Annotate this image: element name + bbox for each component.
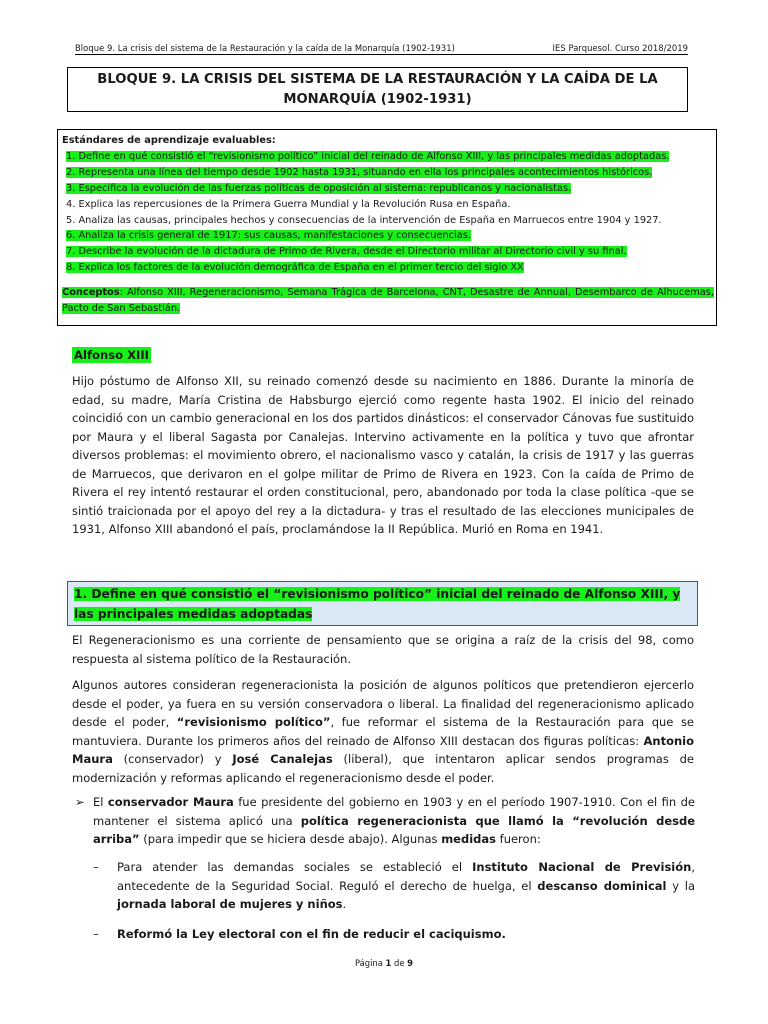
dash1-text-e: y la bbox=[666, 878, 695, 893]
bullet-bold-conservador: conservador Maura bbox=[107, 795, 234, 809]
p2-bold-maura: Antonio Maura bbox=[72, 733, 694, 766]
dash1-text-c: , antecedente de la Seguridad Social. Reguló el derecho de huelga, el bbox=[117, 860, 695, 893]
standard-item-5: 5. Analiza las causas, principales hechos y consecuencias de la intervención de España en Marruecos entre 1904 y 1927. bbox=[66, 214, 662, 226]
p2-text-e: (conservador) y bbox=[112, 752, 233, 766]
standard-item-4: 4. Explica las repercusiones de la Primera Guerra Mundial y la Revolución Rusa en España. bbox=[66, 198, 511, 210]
dash1-text-g: . bbox=[342, 897, 347, 911]
section-1-heading bbox=[67, 581, 698, 626]
dash-bullet-icon: – bbox=[93, 927, 99, 941]
measure-item-1-text bbox=[117, 858, 695, 914]
p2-text-a: Algunos autores consideran regeneracionista la posición de algunos políticos que pretendieron ejercerlo desde el poder, ya fuera en su versión conservadora o liberal. La finalidad del regeneracionismo aplicado desde el poder, bbox=[72, 678, 694, 729]
concepts bbox=[62, 285, 714, 317]
standards-box bbox=[57, 129, 717, 326]
title-line-2: MONARQUÍA (1902-1931) bbox=[283, 91, 472, 107]
page-number: 1 bbox=[385, 958, 392, 968]
measure-item-1 bbox=[93, 858, 695, 914]
dash1-bold-instituto: Instituto Nacional de Previsión bbox=[472, 860, 692, 874]
concepts-text: : Alfonso XIII, Regeneracionismo, Semana Trágica de Barcelona, CNT, Desastre de Annual, Desembarco de Alhucemas, Pacto de San Sebastián. bbox=[62, 287, 714, 315]
page-footer bbox=[0, 958, 768, 968]
header-left: Bloque 9. La crisis del sistema de la Restauración y la caída de la Monarquía (1902-1931) bbox=[75, 43, 455, 53]
p2-bold-canalejas: José Canalejas bbox=[232, 752, 333, 766]
p2-bold-revisionismo: “revisionismo político” bbox=[176, 715, 331, 729]
bullet-text-e: (para impedir que se hiciera desde abajo). Algunas bbox=[139, 832, 442, 846]
regeneracionismo-paragraph: El Regeneracionismo es una corriente de pensamiento que se origina a raíz de la crisis del 98, como respuesta al sistema político de la Restauración. bbox=[72, 633, 694, 666]
measure-item-2-text: Reformó la Ley electoral con el fin de reducir el caciquismo. bbox=[117, 927, 506, 941]
footer-text-b: de bbox=[391, 958, 408, 968]
standards-heading: Estándares de aprendizaje evaluables: bbox=[62, 135, 276, 146]
concepts-label: Conceptos bbox=[62, 287, 120, 299]
bullet-bold-revolucion: política regeneracionista que llamó la “revolución desde arriba” bbox=[93, 813, 696, 846]
standard-item-1: 1. Define en qué consistió el “revisionismo político” inicial del reinado de Alfonso XIII, y las principales medidas adoptadas. bbox=[66, 150, 670, 162]
dash1-bold-jornada: jornada laboral de mujeres y niños bbox=[117, 897, 343, 911]
title-box bbox=[67, 67, 688, 112]
p2-text-g: (liberal), que intentaron aplicar sendos programas de modernización y reformas aplicando el regeneracionismo desde el poder. bbox=[72, 752, 694, 785]
arrow-bullet-icon: ➢ bbox=[75, 795, 85, 809]
dash1-bold-descanso: descanso dominical bbox=[537, 878, 667, 893]
maura-bullet-text bbox=[93, 793, 695, 849]
bullet-bold-medidas: medidas bbox=[441, 832, 496, 846]
bullet-text-g: fueron: bbox=[495, 832, 541, 846]
section-1-heading-text: 1. Define en qué consistió el “revisionismo político” inicial del reinado de Alfonso XIII, y las principales medidas adoptadas bbox=[74, 587, 681, 621]
maura-bullet bbox=[75, 793, 695, 849]
standard-item-2: 2. Representa una línea del tiempo desde 1902 hasta 1931, situando en ella los principales acontecimientos históricos. bbox=[66, 166, 653, 178]
p2-text-c: , fue reformar el sistema de la Restauración para que se mantuviera. Durante los primeros años del reinado de Alfonso XIII destacan dos figuras políticas: bbox=[72, 715, 695, 748]
bullet-text-c: fue presidente del gobierno en 1903 y en el período 1907-1910. Con el fin de mantener el sistema aplicó una bbox=[93, 795, 695, 828]
dash1-text-a: Para atender las demandas sociales se estableció el bbox=[117, 860, 473, 874]
alfonso-heading: Alfonso XIII bbox=[74, 348, 149, 362]
standard-item-6: 6. Analiza la crisis general de 1917: sus causas, manifestaciones y consecuencias. bbox=[66, 230, 471, 242]
footer-text-a: Página bbox=[354, 958, 386, 968]
revisionismo-paragraph bbox=[72, 676, 694, 787]
page-total: 9 bbox=[407, 958, 413, 968]
standard-item-3: 3. Especifica la evolución de las fuerzas políticas de oposición al sistema: republicanos y nacionalistas. bbox=[66, 182, 572, 194]
bullet-text-a: El bbox=[93, 795, 108, 809]
alfonso-paragraph: Hijo póstumo de Alfonso XII, su reinado comenzó desde su nacimiento en 1886. Durante la minoría de edad, su madre, María Cristina de Habsburgo ejerció como regente hasta 1902. El inicio del reinado coincidió con un cambio generacional en los dos partidos dinásticos: el conservador Cánovas fue sustituido por Maura y el liberal Sagasta por Canalejas. Intervino activamente en la política y tuvo que afrontar diversos problemas: el movimiento obrero, el nacionalismo vasco y catalán, la crisis de 1917 y las guerras de Marruecos, que derivaron en el golpe militar de Primo de Rivera en 1923. Con la caída de Primo de Rivera el rey intentó restaurar el orden constitucional, pero, abandonado por toda la clase política -que se sintió traicionada por el apoyo del rey a la dictadura- y tras el resultado de las elecciones municipales de 1931, Alfonso XIII abandonó el país, proclamándose la II República. Murió en Roma en 1941. bbox=[72, 374, 694, 536]
header-right: IES Parquesol. Curso 2018/2019 bbox=[552, 43, 688, 53]
standard-item-8: 8. Explica los factores de la evolución demográfica de España en el primer tercio del siglo XX bbox=[66, 262, 524, 274]
standard-item-7: 7. Describe la evolución de la dictadura de Primo de Rivera, desde el Directorio militar al Directorio civil y su final. bbox=[66, 246, 627, 258]
measure-item-2 bbox=[93, 925, 695, 944]
dash-bullet-icon: – bbox=[93, 860, 99, 874]
title-line-1: BLOQUE 9. LA CRISIS DEL SISTEMA DE LA RESTAURACIÓN Y LA CAÍDA DE LA bbox=[97, 71, 658, 87]
page-header bbox=[75, 43, 688, 55]
